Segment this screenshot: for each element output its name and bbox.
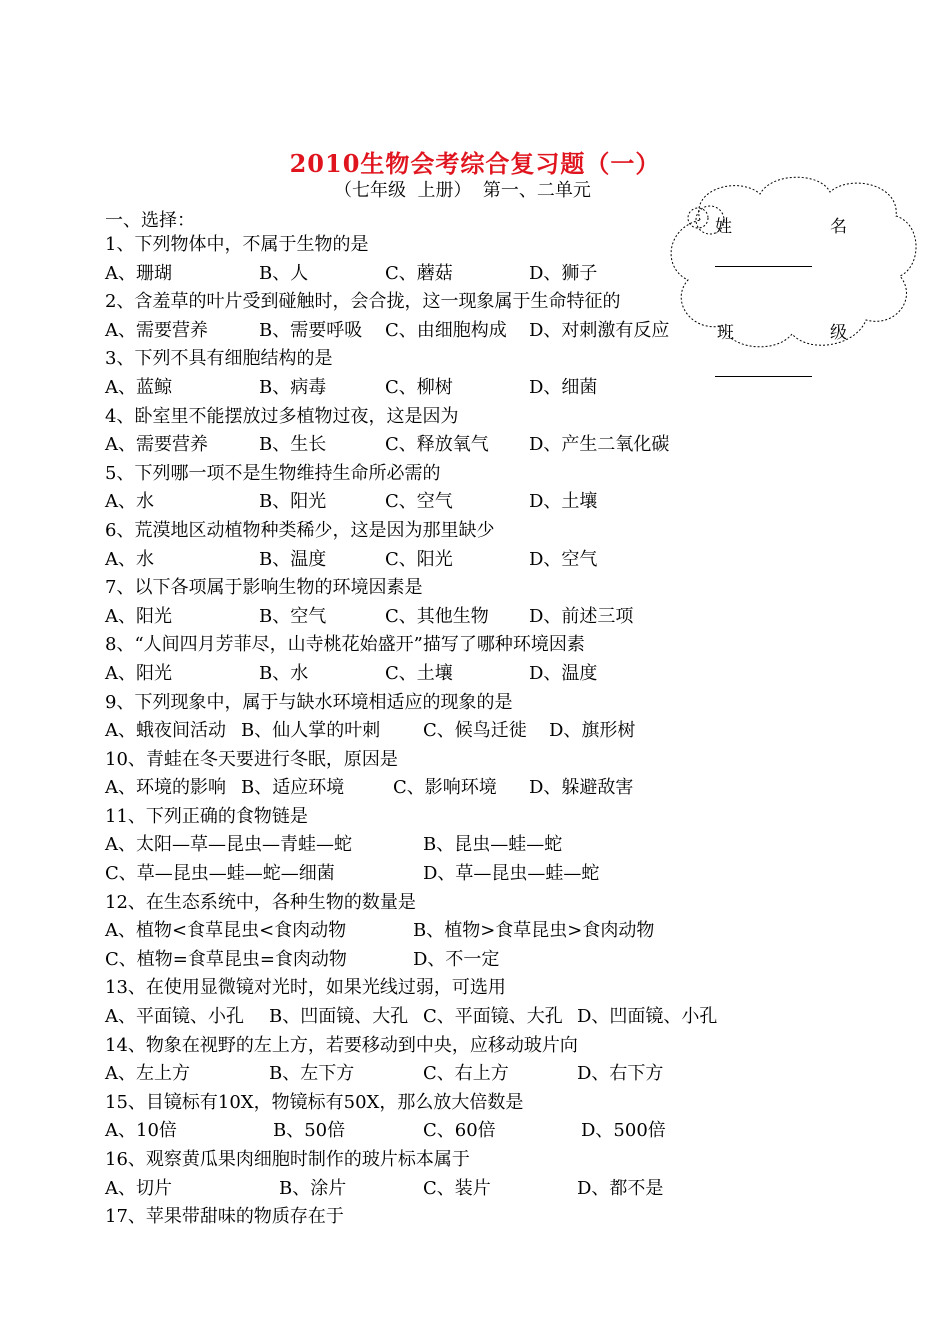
answer-option[interactable]: A、平面镜、小孔	[105, 1006, 244, 1028]
option-row	[105, 1060, 745, 1089]
option-row	[105, 860, 745, 889]
question-text: 5、下列哪一项不是生物维持生命所必需的	[105, 462, 441, 484]
question-text: 11、下列正确的食物链是	[105, 805, 308, 827]
question-text: 17、苹果带甜味的物质存在于	[105, 1206, 344, 1228]
answer-option[interactable]: B、左下方	[269, 1063, 355, 1085]
answer-option[interactable]: D、狮子	[529, 262, 598, 284]
answer-option[interactable]: B、50倍	[273, 1120, 346, 1142]
answer-option[interactable]: A、需要营养	[105, 434, 208, 456]
answer-option[interactable]: A、水	[105, 548, 154, 570]
answer-option[interactable]: C、空气	[385, 491, 453, 513]
answer-option[interactable]: D、前述三项	[529, 605, 634, 627]
question-text: 8、“人间四月芳菲尽，山寺桃花始盛开”描写了哪种环境因素	[105, 634, 585, 656]
option-row	[105, 431, 745, 460]
answer-option[interactable]: D、右下方	[577, 1063, 664, 1085]
answer-option[interactable]: D、空气	[529, 548, 598, 570]
name-label-first: 姓	[715, 217, 732, 237]
option-row	[105, 660, 745, 689]
answer-option[interactable]: A、10倍	[105, 1120, 177, 1142]
answer-option[interactable]: B、适应环境	[241, 777, 345, 799]
question-text: 2、含羞草的叶片受到碰触时，会合拢，这一现象属于生命特征的	[105, 291, 621, 313]
question-text: 14、物象在视野的左上方，若要移动到中央，应移动玻片向	[105, 1034, 578, 1056]
question-text: 12、在生态系统中，各种生物的数量是	[105, 891, 416, 913]
answer-option[interactable]: C、平面镜、大孔	[423, 1006, 563, 1028]
answer-option[interactable]: D、500倍	[581, 1120, 666, 1142]
answer-option[interactable]: A、左上方	[105, 1063, 190, 1085]
answer-option[interactable]: B、仙人掌的叶刺	[241, 720, 381, 742]
question-text: 1、下列物体中，不属于生物的是	[105, 234, 369, 255]
question-text: 15、目镜标有10X，物镜标有50X，那么放大倍数是	[105, 1091, 524, 1113]
option-row	[105, 917, 745, 946]
answer-option[interactable]: B、人	[259, 262, 309, 284]
option-row	[105, 603, 745, 632]
answer-option[interactable]: A、太阳—草—昆虫—青蛙—蛇	[105, 834, 352, 856]
answer-option[interactable]: A、需要营养	[105, 319, 208, 341]
answer-option[interactable]: A、切片	[105, 1177, 172, 1199]
class-label-second: 级	[830, 323, 847, 343]
question-text: 9、下列现象中，属于与缺水环境相适应的现象的是	[105, 691, 513, 713]
option-row	[105, 831, 745, 860]
answer-option[interactable]: C、装片	[423, 1177, 491, 1199]
answer-option[interactable]: D、凹面镜、小孔	[577, 1006, 718, 1028]
answer-option[interactable]: B、阳光	[259, 491, 327, 513]
question-text: 7、以下各项属于影响生物的环境因素是	[105, 577, 423, 599]
option-row	[105, 260, 745, 289]
answer-option[interactable]: C、土壤	[385, 662, 453, 684]
answer-option[interactable]: B、凹面镜、大孔	[269, 1006, 409, 1028]
option-row	[105, 317, 745, 346]
answer-option[interactable]: D、细菌	[529, 376, 598, 398]
answer-option[interactable]: C、草—昆虫—蛙—蛇—细菌	[105, 863, 335, 885]
answer-option[interactable]: A、阳光	[105, 662, 172, 684]
option-row	[105, 546, 745, 575]
answer-option[interactable]: A、阳光	[105, 605, 172, 627]
answer-option[interactable]: D、躲避敌害	[529, 777, 634, 799]
name-label-second: 名	[830, 217, 847, 237]
option-row	[105, 1175, 745, 1204]
answer-option[interactable]: A、蛾夜间活动	[105, 720, 226, 742]
answer-option[interactable]: B、温度	[259, 548, 327, 570]
answer-option[interactable]: C、60倍	[423, 1120, 496, 1142]
question-text: 4、卧室里不能摆放过多植物过夜，这是因为	[105, 405, 459, 427]
answer-option[interactable]: A、环境的影响	[105, 777, 226, 799]
answer-option[interactable]: C、释放氧气	[385, 434, 489, 456]
answer-option[interactable]: A、水	[105, 491, 154, 513]
question-list	[105, 231, 745, 1232]
answer-option[interactable]: B、涂片	[279, 1177, 347, 1199]
answer-option[interactable]: D、旗形树	[549, 720, 636, 742]
answer-option[interactable]: A、植物<食草昆虫<食肉动物	[105, 920, 347, 942]
answer-option[interactable]: B、病毒	[259, 376, 327, 398]
answer-option[interactable]: D、草—昆虫—蛙—蛇	[423, 863, 600, 885]
answer-option[interactable]: C、其他生物	[385, 605, 489, 627]
answer-option[interactable]: D、对刺激有反应	[529, 319, 670, 341]
answer-option[interactable]: D、土壤	[529, 491, 598, 513]
page-title: 2010生物会考综合复习题（一）	[289, 149, 661, 178]
class-label-first: 班	[717, 323, 734, 343]
question-text: 3、下列不具有细胞结构的是	[105, 348, 333, 370]
answer-option[interactable]: C、柳树	[385, 376, 453, 398]
answer-option[interactable]: C、候鸟迁徙	[423, 720, 527, 742]
option-row	[105, 374, 745, 403]
page-subtitle: （七年级 上册） 第一、二单元	[334, 180, 591, 201]
question-text: 13、在使用显微镜对光时，如果光线过弱，可选用	[105, 977, 506, 999]
answer-option[interactable]: A、蓝鲸	[105, 376, 172, 398]
answer-option[interactable]: C、蘑菇	[385, 262, 453, 284]
option-row	[105, 1003, 745, 1032]
answer-option[interactable]: B、需要呼吸	[259, 319, 363, 341]
answer-option[interactable]: D、产生二氧化碳	[529, 434, 670, 456]
answer-option[interactable]: B、空气	[259, 605, 327, 627]
answer-option[interactable]: D、不一定	[413, 948, 500, 970]
answer-option[interactable]: C、植物=食草昆虫=食肉动物	[105, 948, 347, 970]
answer-option[interactable]: C、右上方	[423, 1063, 509, 1085]
section-heading: 一、选择：	[105, 210, 195, 231]
option-row	[105, 717, 745, 746]
option-row	[105, 488, 745, 517]
answer-option[interactable]: B、昆虫—蛙—蛇	[423, 834, 563, 856]
answer-option[interactable]: B、植物>食草昆虫>食肉动物	[413, 920, 655, 942]
answer-option[interactable]: B、生长	[259, 434, 327, 456]
answer-option[interactable]: D、都不是	[577, 1177, 664, 1199]
answer-option[interactable]: D、温度	[529, 662, 598, 684]
option-row	[105, 946, 745, 975]
question-text: 6、荒漠地区动植物种类稀少，这是因为那里缺少	[105, 519, 495, 541]
question-text: 10、青蛙在冬天要进行冬眠，原因是	[105, 748, 398, 770]
answer-option[interactable]: C、阳光	[385, 548, 453, 570]
question-text: 16、观察黄瓜果肉细胞时制作的玻片标本属于	[105, 1149, 470, 1170]
option-row	[105, 774, 745, 803]
option-row	[105, 1117, 745, 1146]
answer-option[interactable]: B、水	[259, 662, 309, 684]
answer-option[interactable]: A、珊瑚	[105, 262, 172, 284]
answer-option[interactable]: C、影响环境	[393, 777, 497, 799]
answer-option[interactable]: C、由细胞构成	[385, 319, 507, 341]
